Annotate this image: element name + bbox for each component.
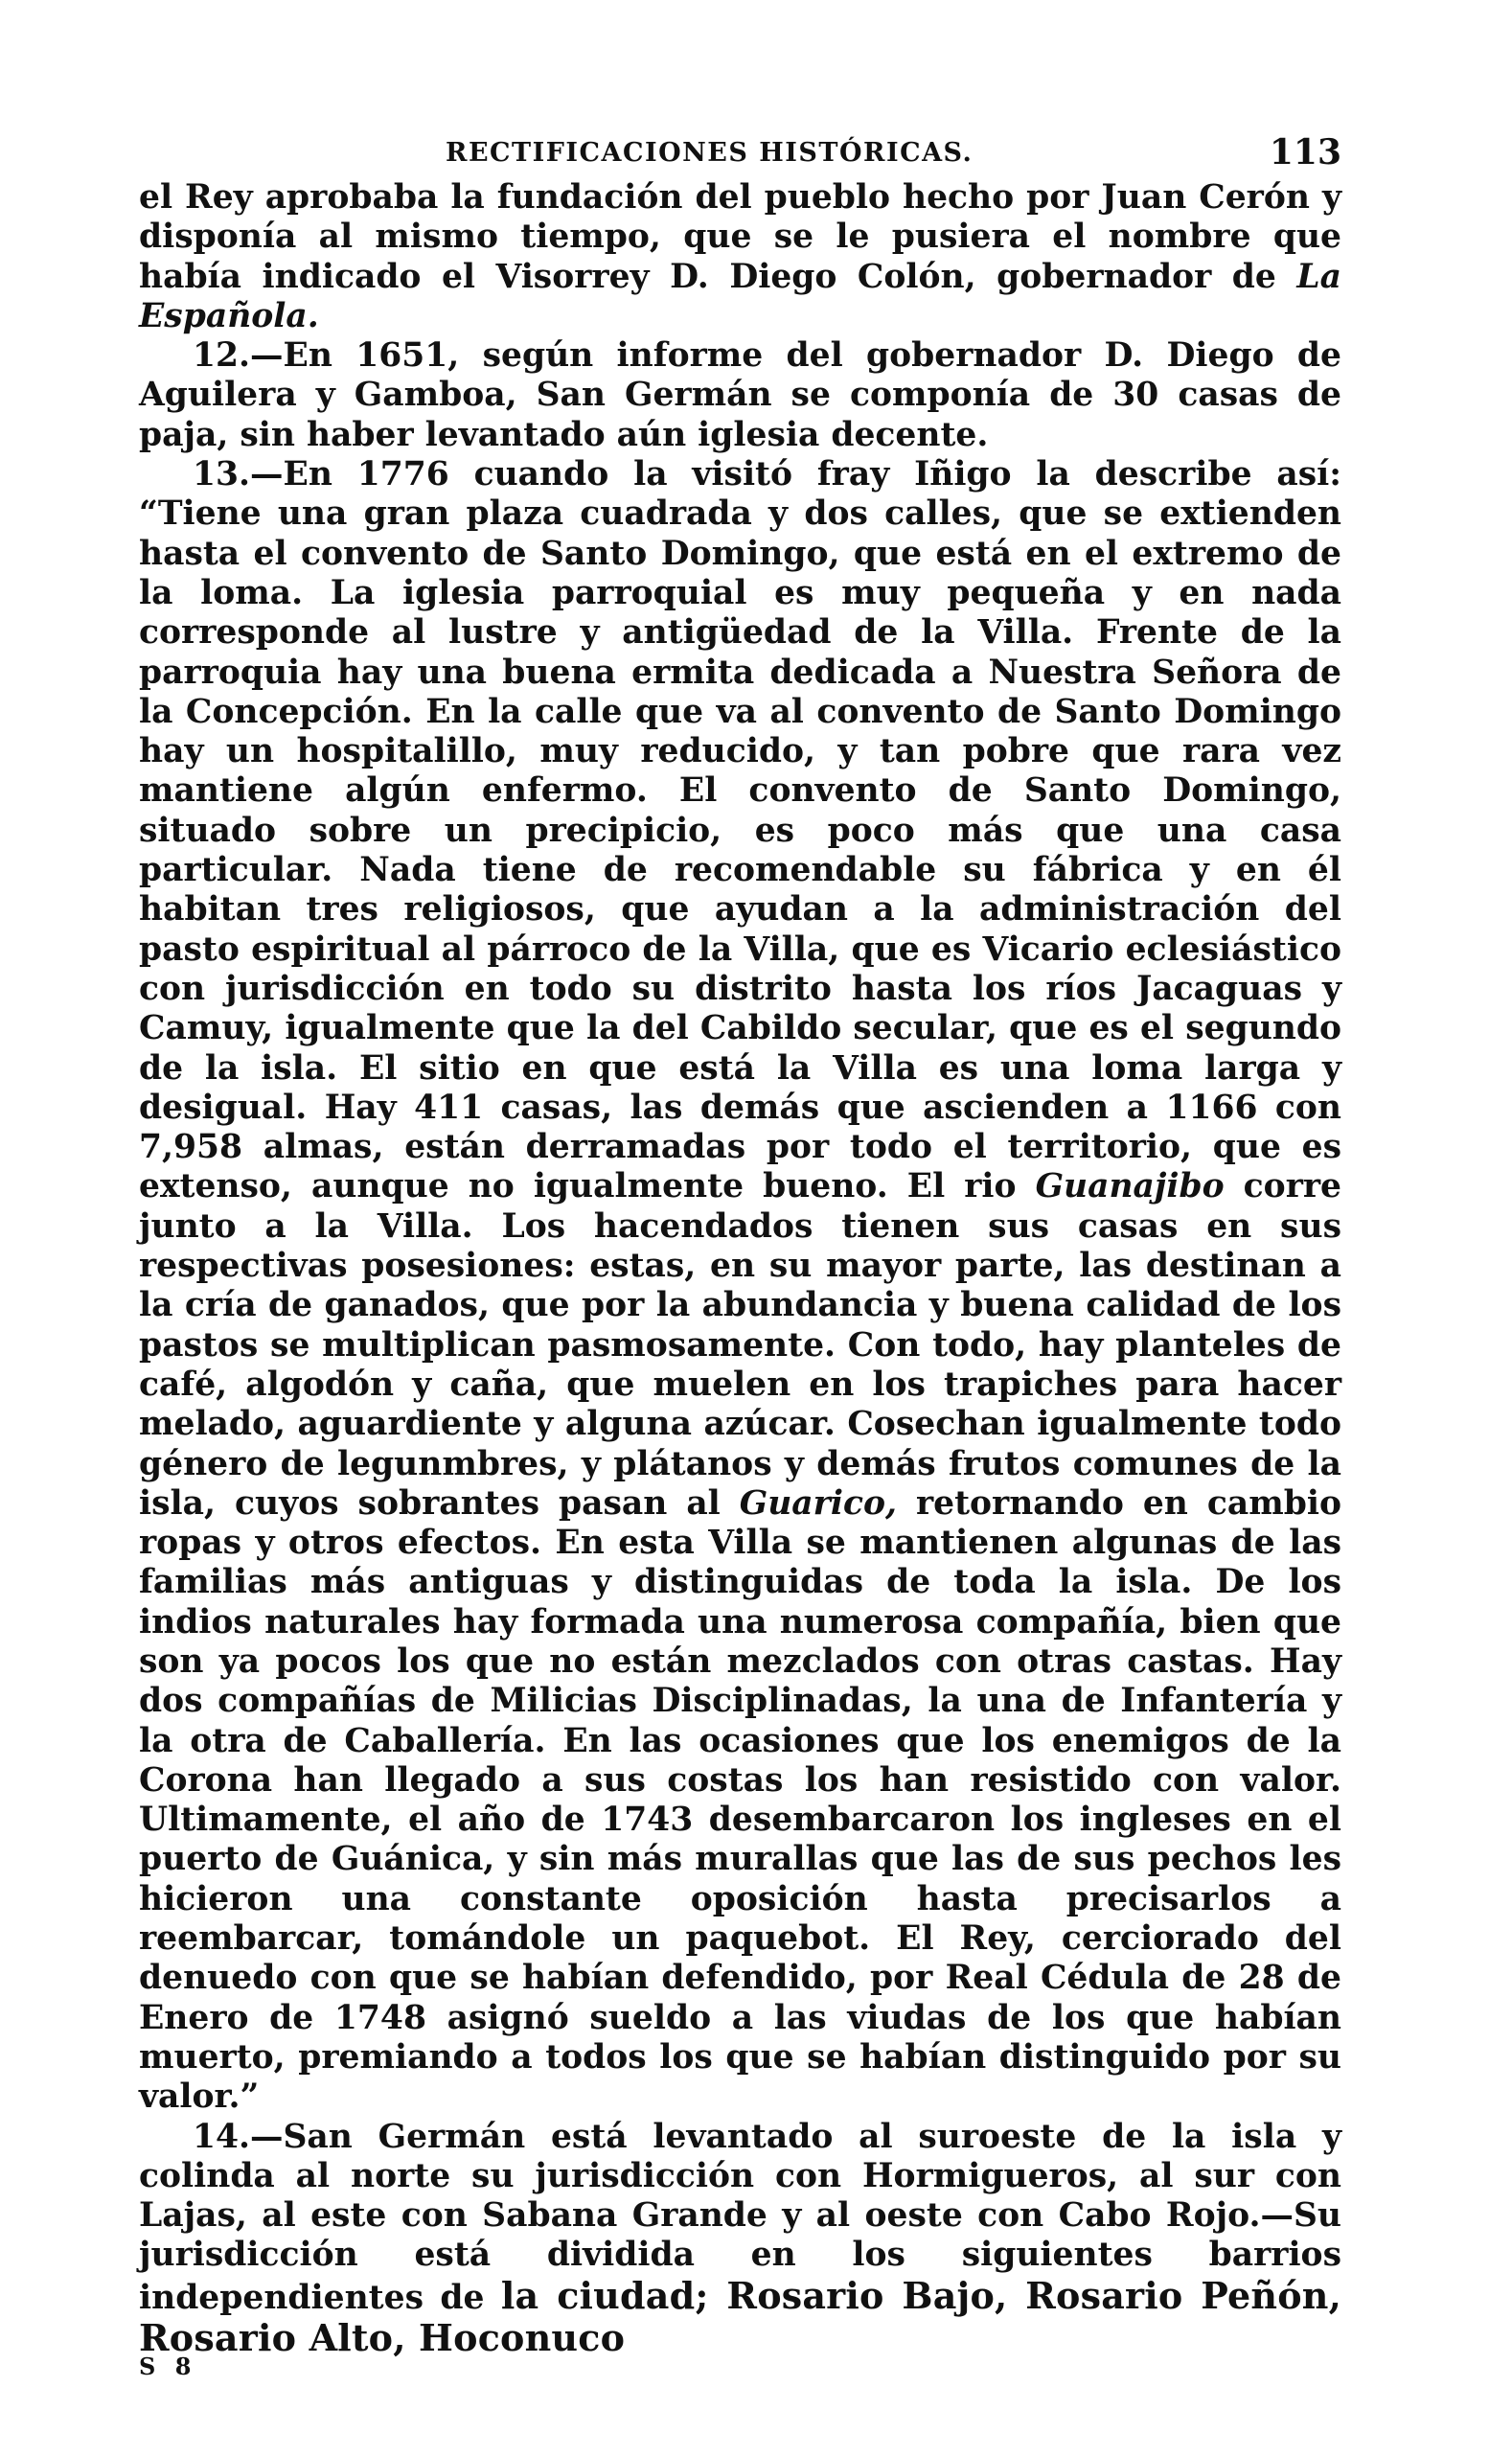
italic-place-name: Guanajibo [1035,1167,1225,1206]
running-head [139,125,1341,178]
book-page [139,125,1341,2360]
paragraph-text: 13.—En 1776 cuando la visitó fray Iñigo la describe así: “Tiene una gran plaza cuadrada y dos calles, que se extienden hasta el convento de Santo Domingo, que está en el extremo de la loma. La iglesia parroquial es muy pequeña y en nada corresponde al lustre y antigüedad de la Villa. Frente de la parroquia hay una buena ermita dedicada a Nuestra Señora de la Concepción. En la calle que va al convento de Santo Domingo hay un hospitalillo, muy reducido, y tan pobre que rara vez mantiene algún enfermo. El convento de Santo Domingo, situado sobre un precipicio, es poco más que una casa particular. Nada tiene de recomendable su fábrica y en él habitan tres religiosos, que ayudan a la administración del pasto espiritual al párroco de la Villa, que es Vicario eclesiástico con jurisdicción en todo su distrito hasta los ríos Jacaguas y Camuy, igualmente que la del Cabildo secular, que es el segundo de la isla. El sitio en que está la Villa es una loma larga y desigual. Hay 411 casas, las demás que ascienden a 1166 con 7,958 almas, están derramadas por todo el territorio, que es extenso, aunque no igualmente bueno. El rio [139,455,1341,1206]
paragraph-12: 12.—En 1651, según informe del gobernador D. Diego de Aguilera y Gamboa, San Germán se componía de 30 casas de paja, sin haber levantado aún iglesia decente. [139,336,1341,454]
paragraph-text: 14.—San Germán está levantado al suroeste de la isla y colinda al norte su jurisdicción con Hormigueros, al sur con Lajas, al este con Sabana Grande y al oeste con Cabo Rojo.—Su jurisdicción está dividida en los siguientes barrios independientes de [139,2117,1341,2317]
paragraph-13 [139,455,1341,2117]
italic-title: La Española. [139,257,1341,335]
final-line: la ciudad; Rosario Bajo, Rosario Peñón, Rosario Alto, Hoconuco [139,2273,1342,2360]
paragraph-14 [139,2118,1341,2361]
running-head-title: RECTIFICACIONES HISTÓRICAS. [446,138,974,168]
paragraph-continuation [139,178,1341,336]
paragraph-text: retornando en cambio ropas y otros efectos. En esta Villa se mantienen algunas de las familias más antiguas y distinguidas de toda la isla. De los indios naturales hay formada una numerosa compañía, bien que son ya pocos los que no están mezclados con otras castas. Hay dos compañías de Milicias Disciplinadas, la una de Infantería y la otra de Caballería. En las ocasiones que los enemigos de la Corona han llegado a sus costas los han resistido con valor. Ultimamente, el año de 1743 desembarcaron los ingleses en el puerto de Guánica, y sin más murallas que las de sus pechos les hicieron una constante oposición hasta precisarlos a reembarcar, tomándole un paquebot. El Rey, cerciorado del denuedo con que se habían defendido, por Real Cédula de 28 de Enero de 1748 asignó sueldo a las viudas de los que habían muerto, premiando a todos los que se habían distinguido por su valor.” [139,1483,1341,2117]
italic-place-name: Guarico, [739,1483,897,1523]
signature-mark: S 8 [139,2353,197,2380]
page-number: 113 [1269,132,1341,172]
paragraph-text: corre junto a la Villa. Los hacendados tienen sus casas en sus respectivas posesiones: estas, en su mayor parte, las destinan a la cría de ganados, que por la abundancia y buena calidad de los pastos se multiplican pasmosamente. Con todo, hay planteles de café, algodón y caña, que muelen en los trapiches para hacer melado, aguardiente y alguna azúcar. Cosechan igualmente todo género de legunmbres, y plátanos y demás frutos comunes de la isla, cuyos sobrantes pasan al [139,1167,1341,1523]
body-text [139,178,1341,2360]
paragraph-text: el Rey aprobaba la fundación del pueblo hecho por Juan Cerón y disponía al mismo tiempo, que se le pusiera el nombre que había indicado el Visorrey D. Diego Colón, gobernador de [139,178,1341,296]
